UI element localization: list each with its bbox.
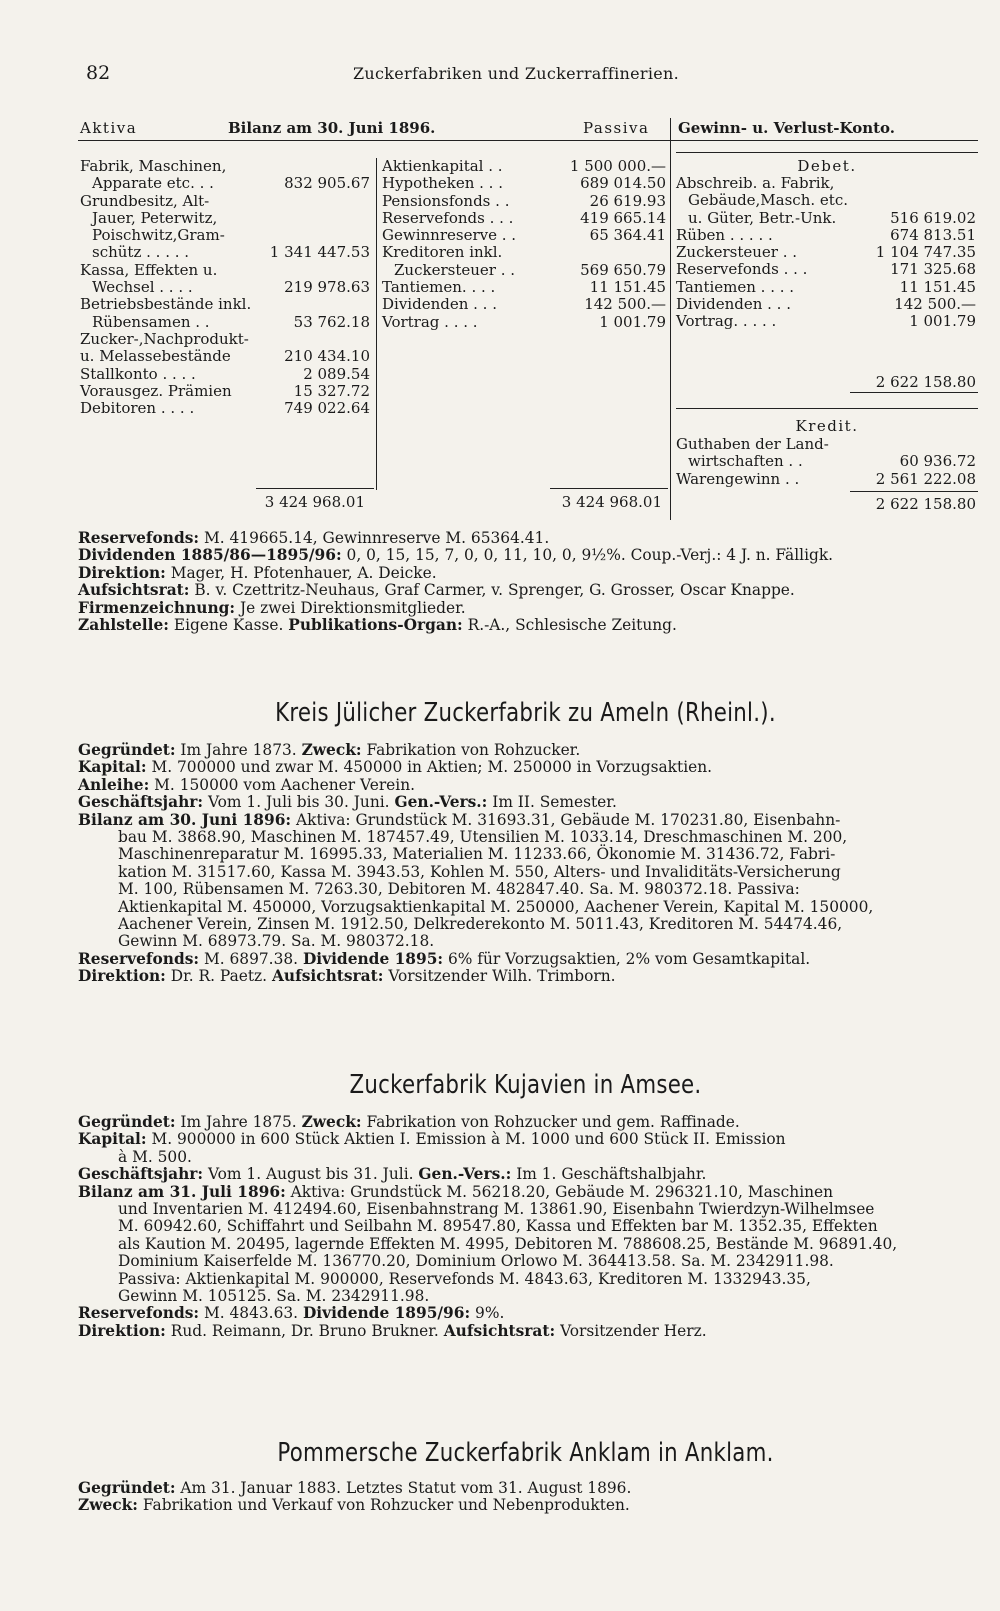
note-line: Firmenzeichnung: Je zwei Direktionsmitglieder. (78, 598, 466, 617)
section-line: Geschäftsjahr: Vom 1. August bis 31. Juli. Gen.-Vers.: Im 1. Geschäftshalbjahr. (78, 1165, 707, 1184)
section-title: Kreis Jülicher Zuckerfabrik zu Ameln (Rheinl.). (275, 698, 776, 728)
aktiva-total: 3 424 968.01 (264, 493, 365, 511)
debet-row: Gebäude,Masch. etc. (688, 191, 848, 210)
section-line: M. 100, Rübensamen M. 7263.30, Debitoren M. 482847.40. Sa. M. 980372.18. Passiva: (118, 880, 800, 899)
section-line: und Inventarien M. 412494.60, Eisenbahnstrang M. 13861.90, Eisenbahn Twierdzyn-Wilhelmsee (118, 1200, 875, 1219)
aktiva-row: Zucker-,Nachprodukt- (80, 329, 249, 348)
passiva-row: Tantiemen. . . . 11 151.45 (382, 278, 666, 297)
section-line: Reservefonds: M. 4843.63. Dividende 1895/96: 9%. (78, 1304, 505, 1323)
note-line: Dividenden 1885/86—1895/96: 0, 0, 15, 15, 7, 0, 0, 11, 10, 0, 9½%. Coup.-Verj.: 4 J. n. Fälligk. (78, 546, 834, 565)
page-number: 82 (86, 62, 111, 84)
passiva-total: 3 424 968.01 (561, 493, 662, 511)
debet-total: 2 622 158.80 (875, 373, 976, 391)
aktiva-row: Fabrik, Maschinen, (80, 157, 227, 175)
section-line: Aktienkapital M. 450000, Vorzugsaktienkapital M. 250000, Aachener Verein, Kapital M. 150000, (118, 897, 874, 916)
debet-heading: Debet. (797, 157, 857, 175)
debet-row: Reservefonds . . . 171 325.68 (676, 260, 976, 279)
aktiva-row: u. Melassebestände 210 434.10 (80, 347, 370, 366)
guv-double-rule (676, 152, 978, 153)
section-line: Anleihe: M. 150000 vom Aachener Verein. (78, 775, 416, 794)
aktiva-row: Jauer, Peterwitz, (92, 208, 218, 227)
section-line: Zweck: Fabrikation und Verkauf von Rohzucker und Nebenprodukten. (78, 1496, 630, 1515)
section-body (78, 1480, 973, 1515)
section-line: als Kaution M. 20495, lagernde Effekten M. 4995, Debitoren M. 788608.25, Bestände M. 96891.40, (118, 1234, 898, 1253)
passiva-row: Pensionsfonds . . 26 619.93 (382, 191, 666, 210)
section-line: à M. 500. (118, 1147, 192, 1166)
passiva-row: Zuckersteuer . . 569 650.79 (394, 260, 666, 279)
section-line: Direktion: Rud. Reimann, Dr. Bruno Brukner. Aufsichtsrat: Vorsitzender Herz. (78, 1321, 707, 1340)
aktiva-row: Stallkonto . . . . 2 089.54 (80, 364, 370, 383)
section-line: bau M. 3868.90, Maschinen M. 187457.49, Utensilien M. 1033.14, Dreschmaschinen M. 200, (118, 828, 848, 847)
section-title: Zuckerfabrik Kujavien in Amsee. (349, 1070, 702, 1100)
section-line: Dominium Kaiserfelde M. 136770.20, Dominium Orlowo M. 364413.58. Sa. M. 2342911.98. (118, 1252, 834, 1271)
divider-passiva-guv (670, 118, 671, 520)
running-title: Zuckerfabriken und Zuckerraffinerien. (353, 64, 679, 83)
passiva-row: Kreditoren inkl. (382, 243, 503, 262)
section-line: Bilanz am 30. Juni 1896: Aktiva: Grundstück M. 31693.31, Gebäude M. 170231.80, Eisenbahn- (78, 810, 841, 829)
kredit-total: 2 622 158.80 (875, 495, 976, 513)
aktiva-row: Poischwitz,Gram- (92, 226, 225, 245)
passiva-row: Vortrag . . . . 1 001.79 (382, 312, 666, 331)
section-line: Reservefonds: M. 6897.38. Dividende 1895: 6% für Vorzugsaktien, 2% vom Gesamtkapital. (78, 949, 811, 968)
aktiva-row: Debitoren . . . . 749 022.64 (80, 399, 370, 418)
section-title: Pommersche Zuckerfabrik Anklam in Anklam. (277, 1438, 774, 1468)
section-line: Gegründet: Im Jahre 1875. Zweck: Fabrikation von Rohzucker und gem. Raffinade. (78, 1113, 740, 1131)
aktiva-column (80, 158, 370, 417)
section-body (78, 1114, 973, 1340)
header-rule (78, 140, 978, 141)
section-line: Bilanz am 31. Juli 1896: Aktiva: Grundstück M. 56218.20, Gebäude M. 296321.10, Maschinen (78, 1182, 834, 1201)
kredit-column (676, 436, 976, 488)
passiva-heading: Passiva (583, 119, 650, 137)
note-line: Reservefonds: M. 419665.14, Gewinnreserve M. 65364.41. (78, 529, 550, 547)
debet-row: Rüben . . . . . 674 813.51 (676, 225, 976, 244)
section-line: Direktion: Dr. R. Paetz. Aufsichtsrat: Vorsitzender Wilh. Trimborn. (78, 967, 616, 986)
aktiva-row: Rübensamen . . 53 762.18 (92, 312, 370, 331)
passiva-row: Aktienkapital . . 1 500 000.— (382, 157, 666, 175)
debet-kredit-rule (676, 408, 978, 409)
aktiva-sum-rule (256, 488, 374, 489)
passiva-sum-rule (550, 488, 668, 489)
section-line: Kapital: M. 700000 und zwar M. 450000 in Aktien; M. 250000 in Vorzugsaktien. (78, 758, 713, 777)
passiva-column (382, 158, 666, 331)
bilanz-title: Bilanz am 30. Juni 1896. (228, 119, 436, 137)
passiva-row: Reservefonds . . . 419 665.14 (382, 208, 666, 227)
section-line: Gewinn M. 68973.79. Sa. M. 980372.18. (118, 932, 435, 951)
aktiva-row: schütz . . . . . 1 341 447.53 (92, 243, 370, 262)
section-line: Passiva: Aktienkapital M. 900000, Reservefonds M. 4843.63, Kreditoren M. 1332943.35, (118, 1269, 811, 1288)
section-line: Kapital: M. 900000 in 600 Stück Aktien I. Emission à M. 1000 und 600 Stück II. Emission (78, 1130, 786, 1149)
kredit-row: wirtschaften . . 60 936.72 (688, 452, 976, 471)
debet-column (676, 175, 976, 331)
guv-title: Gewinn- u. Verlust-Konto. (678, 119, 895, 137)
aktiva-row: Kassa, Effekten u. (80, 260, 218, 279)
aktiva-heading: Aktiva (80, 119, 138, 137)
debet-row: Abschreib. a. Fabrik, (676, 174, 835, 192)
company-notes (78, 530, 973, 634)
section-line: Gegründet: Am 31. Januar 1883. Letztes Statut vom 31. August 1896. (78, 1479, 632, 1497)
aktiva-row: Betriebsbestände inkl. (80, 295, 252, 314)
passiva-row: Hypotheken . . . 689 014.50 (382, 174, 666, 193)
section-line: Geschäftsjahr: Vom 1. Juli bis 30. Juni. Gen.-Vers.: Im II. Semester. (78, 793, 617, 812)
kredit-heading: Kredit. (795, 417, 859, 435)
section-line: Gegründet: Im Jahre 1873. Zweck: Fabrikation von Rohzucker. (78, 741, 581, 759)
debet-row: Tantiemen . . . . 11 151.45 (676, 277, 976, 296)
passiva-row: Gewinnreserve . . 65 364.41 (382, 226, 666, 245)
debet-row: Zuckersteuer . . 1 104 747.35 (676, 243, 976, 262)
bilanz-table (78, 118, 978, 518)
debet-row: Dividenden . . . 142 500.— (676, 295, 976, 314)
kredit-row: Guthaben der Land- (676, 435, 829, 453)
debet-row: Vortrag. . . . . 1 001.79 (676, 312, 976, 331)
section-line: M. 60942.60, Schiffahrt und Seilbahn M. 89547.80, Kassa und Effekten bar M. 1352.35, Effekten (118, 1217, 878, 1236)
kredit-row: Warengewinn . . 2 561 222.08 (676, 469, 976, 488)
aktiva-row: Apparate etc. . . 832 905.67 (92, 174, 370, 193)
section-line: Maschinenreparatur M. 16995.33, Materialien M. 11233.66, Ökonomie M. 31436.72, Fabri- (118, 845, 836, 864)
section-body (78, 742, 973, 986)
aktiva-row: Grundbesitz, Alt- (80, 191, 210, 210)
divider-aktiva-passiva (376, 158, 377, 490)
kredit-sum-rule (850, 491, 978, 492)
section-line: Aachener Verein, Zinsen M. 1912.50, Delkrederekonto M. 5011.43, Kreditoren M. 54474.46, (118, 915, 843, 934)
aktiva-row: Wechsel . . . . 219 978.63 (92, 278, 370, 297)
note-line: Aufsichtsrat: B. v. Czettritz-Neuhaus, Graf Carmer, v. Sprenger, G. Grosser, Oscar Knappe. (78, 581, 795, 600)
aktiva-row: Vorausgez. Prämien 15 327.72 (80, 381, 370, 400)
section-line: kation M. 31517.60, Kassa M. 3943.53, Kohlen M. 550, Alters- und Invaliditäts-Versicherung (118, 862, 841, 881)
debet-sum-rule (850, 392, 978, 393)
debet-row: u. Güter, Betr.-Unk. 516 619.02 (688, 208, 976, 227)
note-line: Zahlstelle: Eigene Kasse. Publikations-Organ: R.-A., Schlesische Zeitung. (78, 616, 677, 635)
section-line: Gewinn M. 105125. Sa. M. 2342911.98. (118, 1287, 430, 1306)
note-line: Direktion: Mager, H. Pfotenhauer, A. Deicke. (78, 563, 437, 582)
passiva-row: Dividenden . . . 142 500.— (382, 295, 666, 314)
